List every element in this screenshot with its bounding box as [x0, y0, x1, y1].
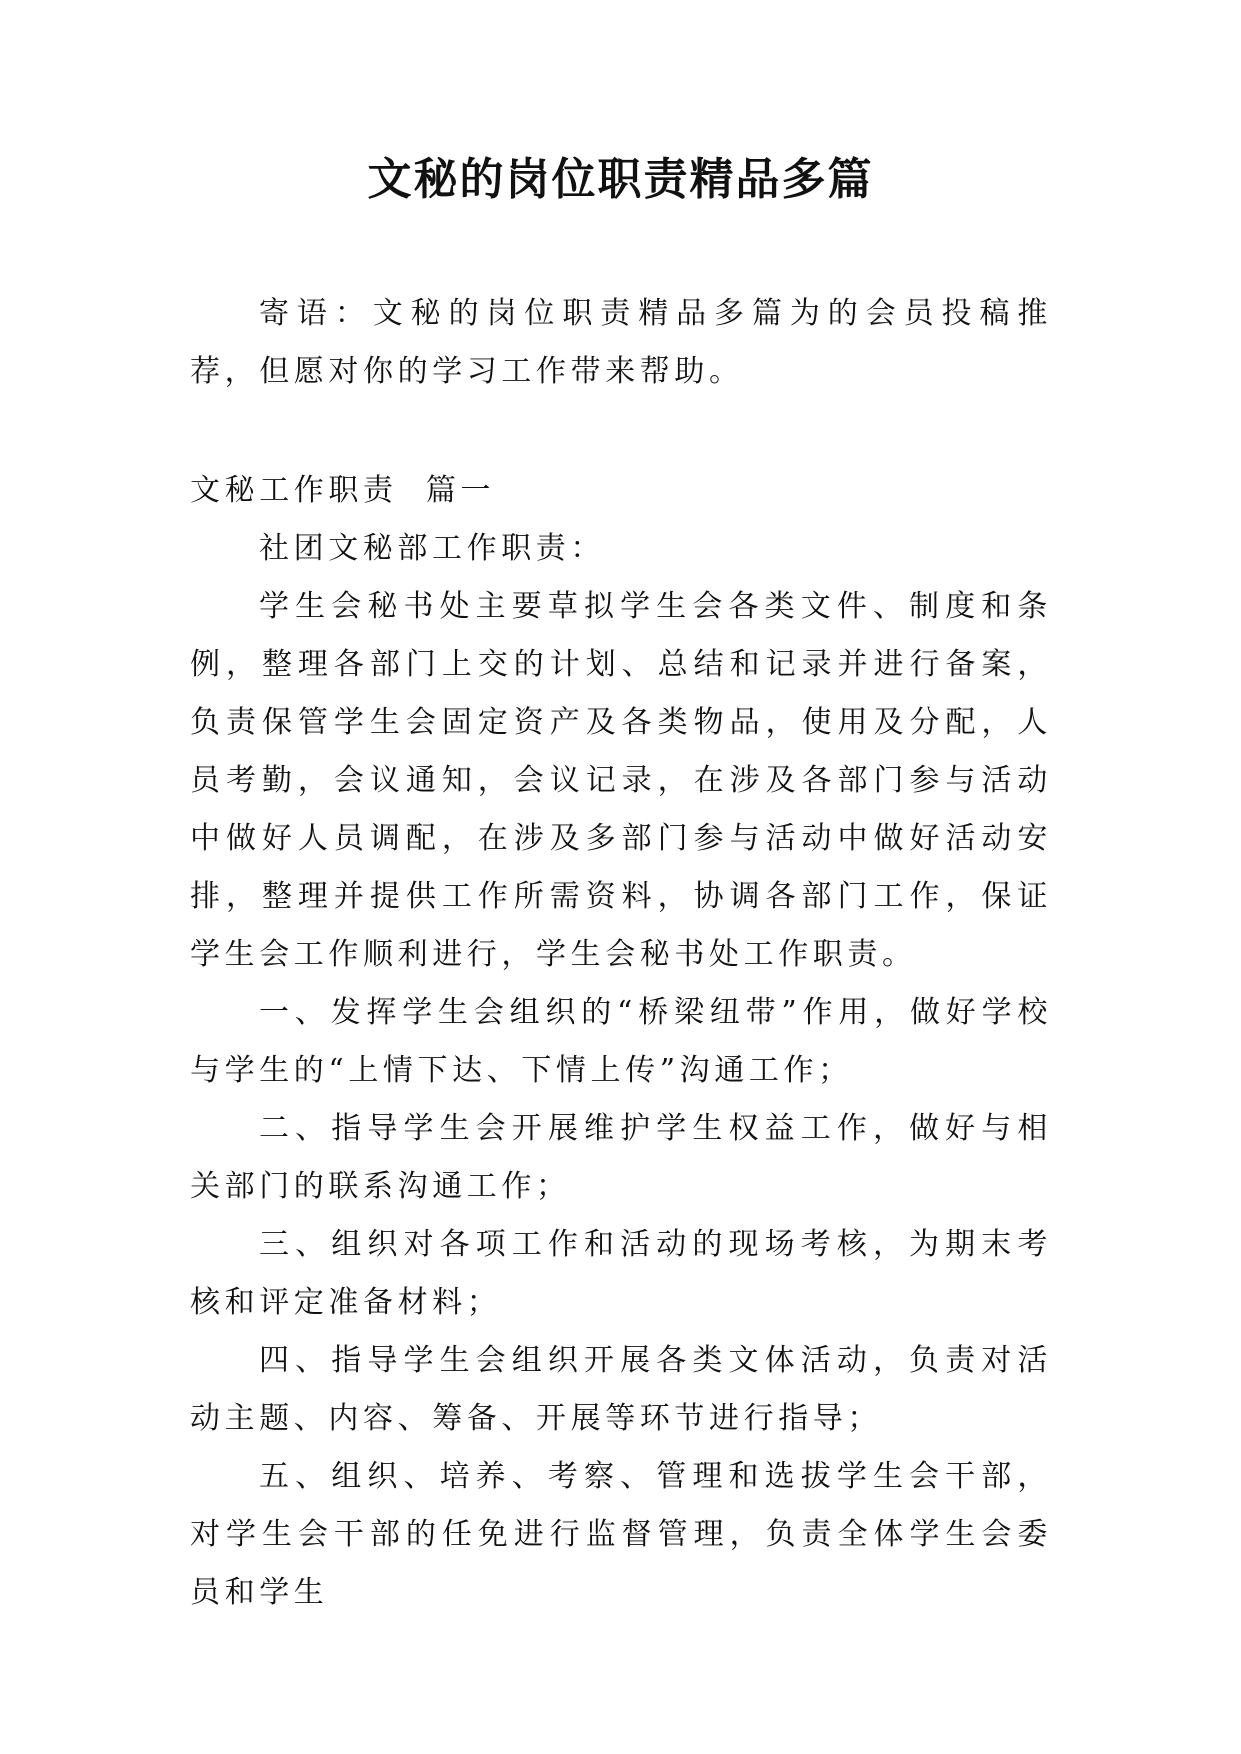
intro-paragraph: 寄语：文秘的岗位职责精品多篇为的会员投稿推荐，但愿对你的学习工作带来帮助。: [190, 296, 1052, 389]
document-title: 文秘的岗位职责精品多篇: [367, 154, 874, 205]
paragraph-secretariat-duties: 学生会秘书处主要草拟学生会各类文件、制度和条例，整理各部门上交的计划、总结和记录并进行备案，负责保管学生会固定资产及各类物品，使用及分配，人员考勤，会议通知，会议记录，在涉及各部门参与活动中做好人员调配，在涉及多部门参与活动中做好活动安排，整理并提供工作所需资料，协调各部门工作，保证学生会工作顺利进行，学生会秘书处工作职责。: [190, 589, 1052, 972]
intro-block: [190, 285, 1052, 401]
section-heading: 文秘工作职责 篇一: [190, 473, 496, 508]
section-body: [190, 462, 1052, 1622]
paragraph-item-4: 四、指导学生会组织开展各类文体活动，负责对活动主题、内容、筹备、开展等环节进行指导；: [190, 1343, 1052, 1436]
paragraph-item-1: 一、发挥学生会组织的“桥梁纽带”作用，做好学校与学生的“上情下达、下情上传”沟通工作；: [190, 995, 1052, 1088]
paragraph-item-2: 二、指导学生会开展维护学生权益工作，做好与相关部门的联系沟通工作；: [190, 1111, 1052, 1204]
paragraph-item-5: 五、组织、培养、考察、管理和选拔学生会干部，对学生会干部的任免进行监督管理，负责全体学生会委员和学生: [190, 1459, 1052, 1610]
paragraph-item-3: 三、组织对各项工作和活动的现场考核，为期末考核和评定准备材料；: [190, 1227, 1052, 1320]
paragraph-subheading: 社团文秘部工作职责：: [259, 531, 605, 566]
